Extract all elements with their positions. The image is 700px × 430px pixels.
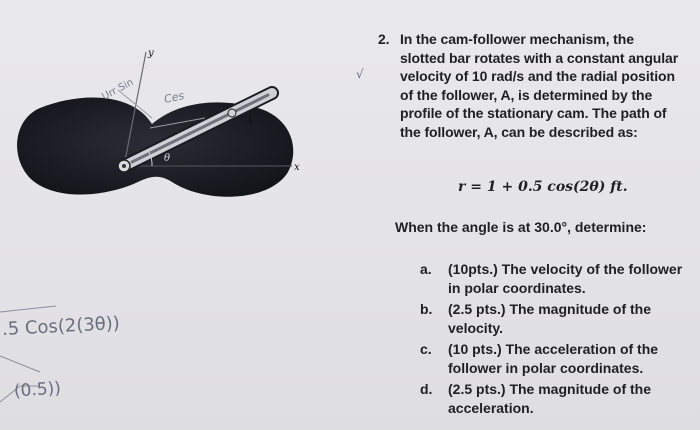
cam-follower-figure [0,0,364,250]
label-a: A [246,116,254,127]
handwritten-note-top-left: Urr Sin [100,76,136,103]
label-y: y [148,48,154,59]
label-x: x [294,162,300,173]
handwritten-note-bar: Ces [162,89,186,106]
item-letter: c. [420,341,432,357]
item-letter: a. [420,261,432,277]
question-list [420,260,690,420]
path-equation: r = 1 + 0.5 cos(2θ) ft. [458,179,628,195]
question-item-a [420,260,690,297]
question-item-d [420,380,690,417]
item-letter: d. [420,381,433,397]
item-letter: b. [420,301,433,317]
margin-note-cos: .5 Cos(2(3θ)) [1,312,121,341]
item-text: (2.5 pts.) The magnitude of the velocity. [448,301,652,336]
follower-pin-a [228,109,236,117]
margin-note-value: (0.5)) [13,378,62,402]
question-item-b [420,300,690,337]
item-text: (10pts.) The velocity of the follower in polar coordinates. [448,261,683,296]
question-item-c [420,340,690,377]
problem-number: 2. [378,31,390,47]
item-text: (2.5 pts.) The magnitude of the acceleration. [448,381,652,416]
question-prompt: When the angle is at 30.0°, determine: [395,219,647,235]
label-theta: θ [164,153,171,164]
problem-statement: In the cam-follower mechanism, the slotted bar rotates with a constant angular velocity of 10 rad/s and the radial position of the follower, A, is determined by the profile of the stationary cam. The path of the follower, A, can be described as: [400,31,679,140]
handwritten-check: √ [356,67,364,81]
item-text: (10 pts.) The acceleration of the follower in polar coordinates. [448,341,659,376]
